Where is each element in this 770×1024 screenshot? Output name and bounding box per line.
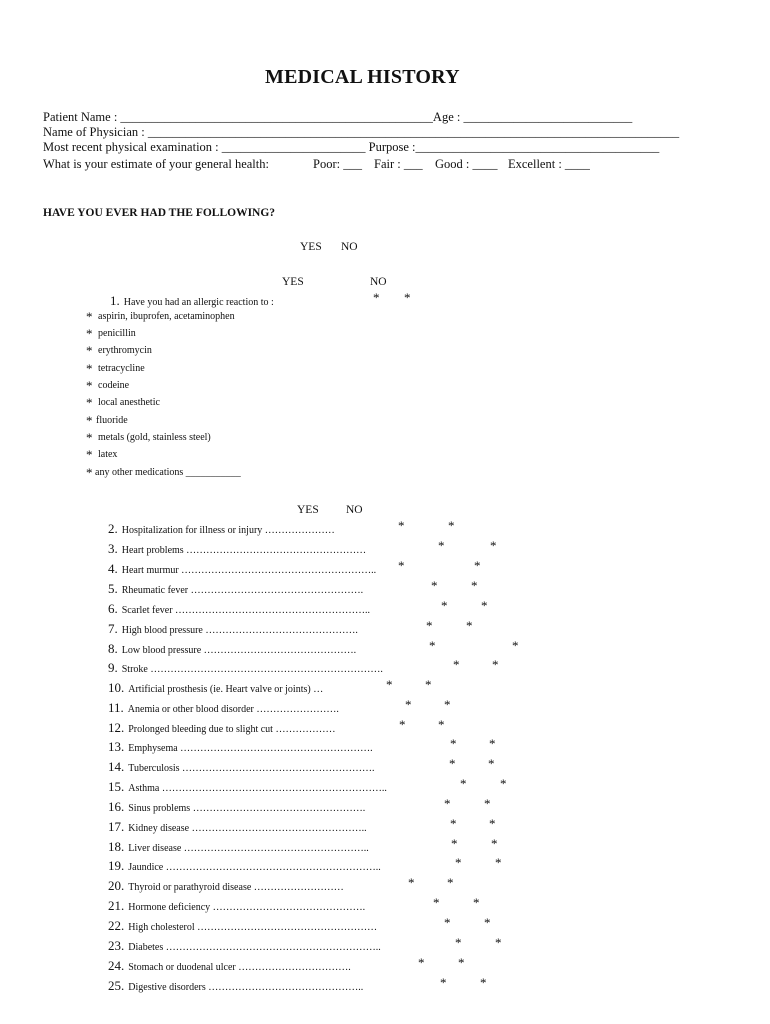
health-option-poor[interactable]: Poor: ___ (313, 157, 362, 171)
yes-checkbox[interactable]: * (449, 756, 456, 771)
no-checkbox[interactable]: * (495, 935, 502, 950)
question-number: 3. (108, 541, 118, 556)
yes-checkbox[interactable]: * (460, 776, 467, 791)
health-option-good[interactable]: Good : ____ (435, 157, 498, 171)
yes-checkbox[interactable]: * (444, 915, 451, 930)
question-text: Sinus problems ……………………………………………. (128, 803, 366, 814)
question-number: 16. (108, 799, 125, 814)
q1-column-header-yes: YES (282, 276, 304, 288)
allergen-bullet: * (86, 413, 93, 428)
no-checkbox[interactable]: * (473, 895, 480, 910)
physical-exam-line[interactable]: Most recent physical examination : _______________________ Purpose :_______________________________________ (43, 140, 660, 154)
question-row (108, 679, 323, 697)
question-text: Low blood pressure ………………………………………. (121, 645, 357, 656)
question-row (108, 917, 377, 935)
yes-checkbox[interactable]: * (451, 836, 458, 851)
q2-column-header-no: NO (346, 504, 363, 516)
question-row (108, 977, 363, 995)
question-row (108, 897, 365, 915)
no-checkbox[interactable]: * (447, 875, 454, 890)
question-text: Hospitalization for illness or injury ………………… (121, 525, 335, 536)
no-checkbox[interactable]: * (438, 717, 445, 732)
question-text: Diabetes ……………………………………………………….. (128, 942, 381, 953)
no-checkbox[interactable]: * (492, 657, 499, 672)
question-number: 24. (108, 958, 125, 973)
question-number: 18. (108, 839, 125, 854)
no-checkbox[interactable]: * (488, 756, 495, 771)
no-checkbox[interactable]: * (471, 578, 478, 593)
question-row (108, 738, 373, 756)
patient-name-age-line[interactable]: Patient Name : __________________________________________________Age : ___________________________ (43, 110, 633, 124)
no-checkbox[interactable]: * (444, 697, 451, 712)
question-number: 21. (108, 898, 125, 913)
question-text: Kidney disease …………………………………………….. (128, 823, 367, 834)
yes-checkbox[interactable]: * (444, 796, 451, 811)
question-text: Heart problems ……………………………………………… (121, 545, 367, 556)
health-option-fair[interactable]: Fair : ___ (374, 157, 423, 171)
no-checkbox[interactable]: * (481, 598, 488, 613)
question-number: 4. (108, 561, 118, 576)
yes-checkbox[interactable]: * (455, 855, 462, 870)
no-checkbox[interactable]: * (480, 975, 487, 990)
question-number: 2. (108, 521, 118, 536)
no-checkbox[interactable]: * (474, 558, 481, 573)
question-number: 19. (108, 858, 125, 873)
allergen-item: any other medications ___________ (95, 467, 241, 478)
question-row (108, 600, 370, 618)
section-heading: HAVE YOU EVER HAD THE FOLLOWING? (43, 207, 276, 219)
question-text: Heart murmur ………………………………………………….. (121, 565, 377, 576)
column-header-no: NO (341, 241, 358, 253)
question-text: Emphysema …………………………………………………. (128, 743, 373, 754)
no-checkbox[interactable]: * (425, 677, 432, 692)
yes-checkbox[interactable]: * (431, 578, 438, 593)
physician-line[interactable]: Name of Physician : _____________________________________________________________________________________ (43, 125, 680, 139)
allergen-bullet: * (86, 447, 93, 462)
question-row (108, 560, 376, 578)
no-checkbox[interactable]: * (512, 638, 519, 653)
question-text: Asthma ………………………………………………………….. (128, 783, 387, 794)
allergen-bullet: * (86, 378, 93, 393)
question-row (108, 857, 381, 875)
no-checkbox[interactable]: * (448, 518, 455, 533)
no-checkbox[interactable]: * (458, 955, 465, 970)
question-number: 17. (108, 819, 125, 834)
no-checkbox[interactable]: * (484, 915, 491, 930)
question-number: 13. (108, 739, 125, 754)
allergen-item: latex (98, 449, 118, 460)
question-row (108, 699, 339, 717)
question-row (108, 719, 335, 737)
question-row (108, 798, 365, 816)
q2-column-header-yes: YES (297, 504, 319, 516)
question-number: 15. (108, 779, 125, 794)
allergen-bullet: * (86, 361, 93, 376)
q1-no-checkbox[interactable]: * (404, 290, 411, 305)
allergen-bullet: * (86, 309, 93, 324)
question-1 (110, 292, 274, 310)
allergen-item: erythromycin (98, 345, 152, 356)
yes-checkbox[interactable]: * (408, 875, 415, 890)
question-row (108, 818, 367, 836)
yes-checkbox[interactable]: * (386, 677, 393, 692)
question-number: 14. (108, 759, 125, 774)
question-text: Artificial prosthesis (ie. Heart valve or joints) … (128, 684, 324, 695)
question-row (108, 640, 356, 658)
question-number: 6. (108, 601, 118, 616)
question-row (108, 520, 335, 538)
no-checkbox[interactable]: * (489, 736, 496, 751)
no-checkbox[interactable]: * (500, 776, 507, 791)
allergen-item: fluoride (96, 415, 128, 426)
yes-checkbox[interactable]: * (418, 955, 425, 970)
question-number: 9. (108, 660, 118, 675)
no-checkbox[interactable]: * (490, 538, 497, 553)
yes-checkbox[interactable]: * (453, 657, 460, 672)
question-row (108, 620, 358, 638)
question-row (108, 778, 387, 796)
no-checkbox[interactable]: * (484, 796, 491, 811)
question-number: 11. (108, 700, 124, 715)
allergen-item: penicillin (98, 328, 136, 339)
no-checkbox[interactable]: * (495, 855, 502, 870)
q1-yes-checkbox[interactable]: * (373, 290, 380, 305)
yes-checkbox[interactable]: * (426, 618, 433, 633)
question-text: Prolonged bleeding due to slight cut ……………… (128, 724, 336, 735)
allergen-bullet: * (86, 465, 93, 480)
question-text: Anemia or other blood disorder ……………………. (127, 704, 339, 715)
question-text: Tuberculosis …………………………………………………. (128, 763, 375, 774)
allergen-bullet: * (86, 343, 93, 358)
question-row (108, 758, 375, 776)
yes-checkbox[interactable]: * (441, 598, 448, 613)
q1-column-header-no: NO (370, 276, 387, 288)
question-number: 7. (108, 621, 118, 636)
health-question: What is your estimate of your general health: (43, 157, 269, 171)
yes-checkbox[interactable]: * (450, 816, 457, 831)
yes-checkbox[interactable]: * (455, 935, 462, 950)
allergen-item: local anesthetic (98, 397, 160, 408)
question-row (108, 659, 383, 677)
question-row (108, 937, 381, 955)
question-text: Stomach or duodenal ulcer ……………………………. (128, 962, 351, 973)
allergen-bullet: * (86, 326, 93, 341)
allergen-item: codeine (98, 380, 130, 391)
yes-checkbox[interactable]: * (450, 736, 457, 751)
question-row (108, 580, 363, 598)
yes-checkbox[interactable]: * (429, 638, 436, 653)
question-row (108, 957, 351, 975)
health-option-excellent[interactable]: Excellent : ____ (508, 157, 590, 171)
question-text: High blood pressure ………………………………………. (121, 625, 358, 636)
yes-checkbox[interactable]: * (398, 558, 405, 573)
allergen-bullet: * (86, 430, 93, 445)
question-number: 25. (108, 978, 125, 993)
question-text: Rheumatic fever ……………………………………………. (121, 585, 364, 596)
question-text: Hormone deficiency ………………………………………. (128, 902, 366, 913)
yes-checkbox[interactable]: * (405, 697, 412, 712)
no-checkbox[interactable]: * (489, 816, 496, 831)
question-text: Liver disease ……………………………………………….. (128, 843, 369, 854)
question-text: Have you had an allergic reaction to : (123, 297, 274, 308)
allergen-bullet: * (86, 395, 93, 410)
question-row (108, 838, 369, 856)
question-text: Thyroid or parathyroid disease ……………………… (128, 882, 344, 893)
allergen-item: tetracycline (98, 363, 145, 374)
question-text: Scarlet fever ………………………………………………….. (121, 605, 371, 616)
allergen-item: aspirin, ibuprofen, acetaminophen (98, 311, 235, 322)
question-text: Stroke ……………………………………………………………. (121, 664, 383, 675)
allergen-item: metals (gold, stainless steel) (98, 432, 211, 443)
yes-checkbox[interactable]: * (433, 895, 440, 910)
yes-checkbox[interactable]: * (398, 518, 405, 533)
question-number: 10. (108, 680, 125, 695)
no-checkbox[interactable]: * (491, 836, 498, 851)
question-row (108, 540, 366, 558)
page-title: MEDICAL HISTORY (265, 66, 460, 88)
question-text: Jaundice ……………………………………………………….. (128, 862, 381, 873)
question-number: 12. (108, 720, 125, 735)
question-number: 23. (108, 938, 125, 953)
question-row (108, 877, 344, 895)
question-number: 8. (108, 641, 118, 656)
question-text: Digestive disorders ……………………………………….. (128, 982, 364, 993)
question-number: 1. (110, 293, 120, 308)
question-number: 22. (108, 918, 125, 933)
question-number: 20. (108, 878, 125, 893)
no-checkbox[interactable]: * (466, 618, 473, 633)
yes-checkbox[interactable]: * (440, 975, 447, 990)
question-number: 5. (108, 581, 118, 596)
column-header-yes: YES (300, 241, 322, 253)
question-text: High cholesterol ……………………………………………… (128, 922, 378, 933)
yes-checkbox[interactable]: * (399, 717, 406, 732)
yes-checkbox[interactable]: * (438, 538, 445, 553)
